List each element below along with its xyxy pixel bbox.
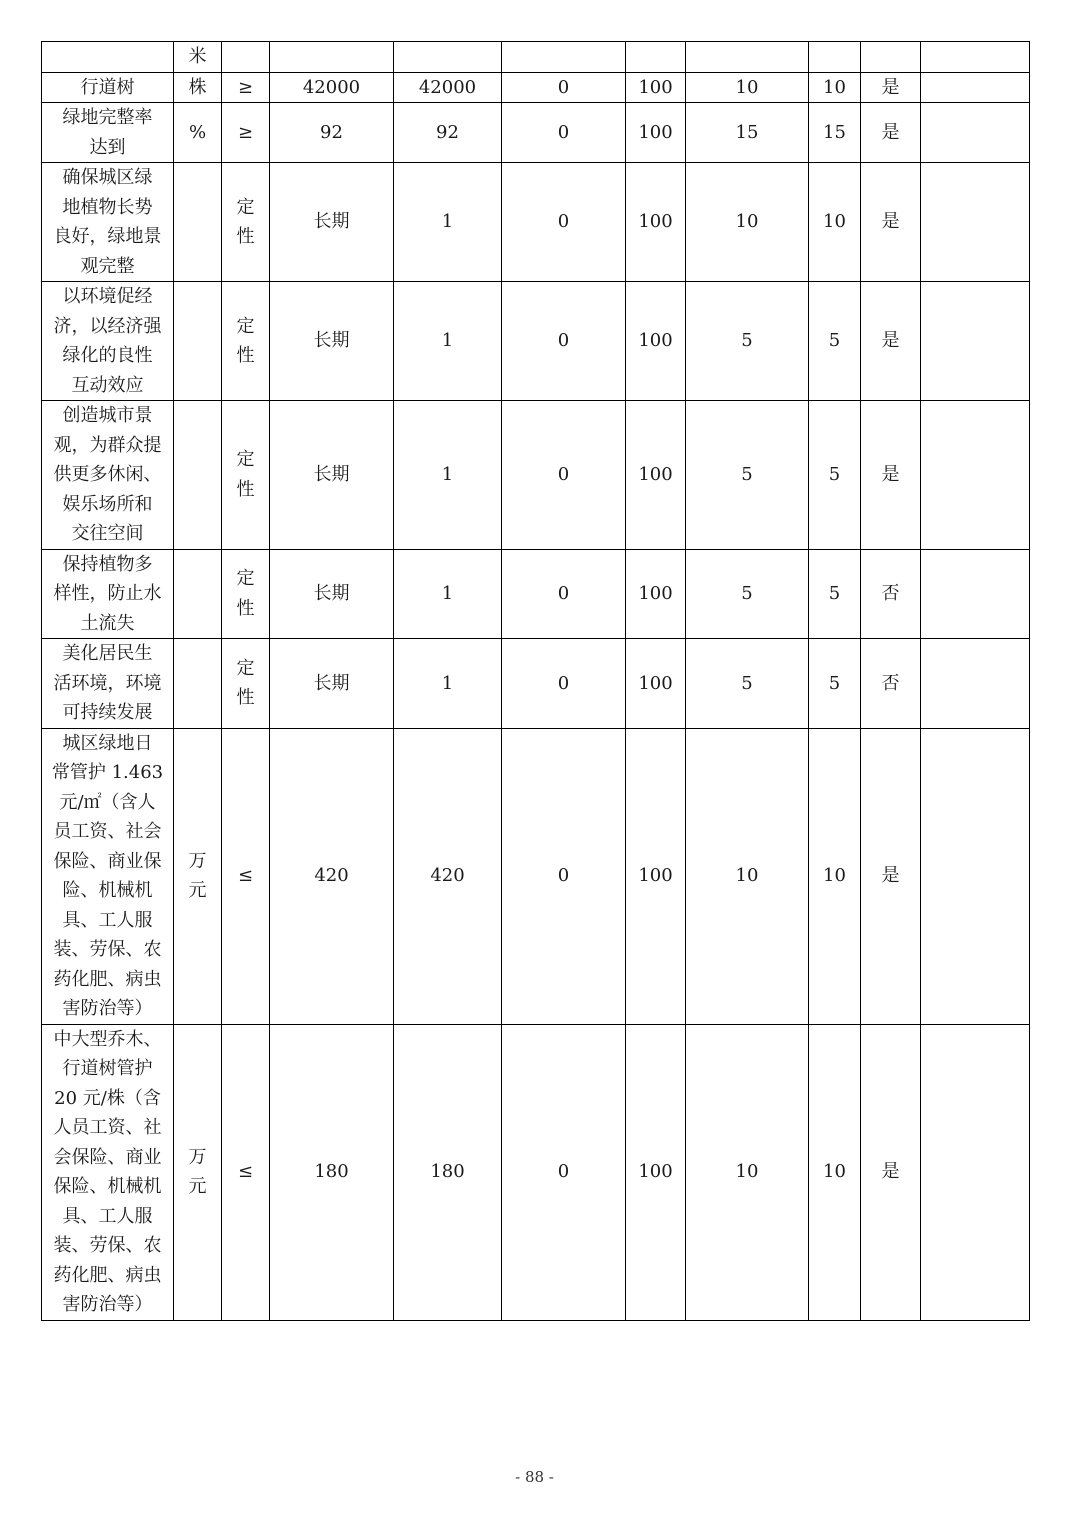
table-row bbox=[42, 728, 1030, 1024]
cell-unit bbox=[174, 639, 222, 729]
cell-score: 10 bbox=[809, 1024, 861, 1320]
cell-met: 是 bbox=[861, 103, 921, 163]
cell-op: ≤ bbox=[222, 1024, 270, 1320]
cell-weight: 5 bbox=[686, 549, 809, 639]
cell-score: 5 bbox=[809, 401, 861, 550]
cell-op bbox=[222, 42, 270, 73]
cell-met bbox=[861, 42, 921, 73]
cell-name: 城区绿地日 常管护 1.463 元/㎡（含人 员工资、社会 保险、商业保 险、机械机 具、工人服 装、劳保、农 药化肥、病虫 害防治等） bbox=[42, 728, 174, 1024]
cell-weight: 15 bbox=[686, 103, 809, 163]
cell-note bbox=[921, 549, 1030, 639]
cell-weight: 10 bbox=[686, 72, 809, 103]
cell-unit: 株 bbox=[174, 72, 222, 103]
cell-weight: 10 bbox=[686, 163, 809, 282]
cell-deviation: 0 bbox=[502, 639, 626, 729]
cell-note bbox=[921, 42, 1030, 73]
table-row bbox=[42, 163, 1030, 282]
cell-unit: 米 bbox=[174, 42, 222, 73]
cell-unit bbox=[174, 282, 222, 401]
table-row bbox=[42, 639, 1030, 729]
table-row bbox=[42, 42, 1030, 73]
cell-target: 180 bbox=[270, 1024, 394, 1320]
cell-note bbox=[921, 163, 1030, 282]
cell-unit bbox=[174, 549, 222, 639]
cell-note bbox=[921, 728, 1030, 1024]
table-row bbox=[42, 72, 1030, 103]
cell-weight bbox=[686, 42, 809, 73]
cell-name: 绿地完整率 达到 bbox=[42, 103, 174, 163]
cell-deviation: 0 bbox=[502, 282, 626, 401]
cell-deviation bbox=[502, 42, 626, 73]
cell-actual: 420 bbox=[394, 728, 502, 1024]
cell-actual: 92 bbox=[394, 103, 502, 163]
cell-score bbox=[809, 42, 861, 73]
cell-deviation: 0 bbox=[502, 163, 626, 282]
cell-score: 10 bbox=[809, 72, 861, 103]
cell-weight: 10 bbox=[686, 1024, 809, 1320]
cell-note bbox=[921, 103, 1030, 163]
cell-score: 5 bbox=[809, 639, 861, 729]
cell-met: 是 bbox=[861, 1024, 921, 1320]
cell-op: 定 性 bbox=[222, 163, 270, 282]
cell-met: 是 bbox=[861, 282, 921, 401]
cell-rate: 100 bbox=[626, 103, 686, 163]
cell-actual: 1 bbox=[394, 282, 502, 401]
table-row bbox=[42, 282, 1030, 401]
cell-rate bbox=[626, 42, 686, 73]
cell-target: 长期 bbox=[270, 549, 394, 639]
page-number: - 88 - bbox=[515, 1468, 554, 1486]
cell-op: ≥ bbox=[222, 103, 270, 163]
cell-met: 否 bbox=[861, 549, 921, 639]
cell-unit: 万 元 bbox=[174, 1024, 222, 1320]
cell-met: 是 bbox=[861, 163, 921, 282]
cell-op: 定 性 bbox=[222, 549, 270, 639]
table-row bbox=[42, 549, 1030, 639]
cell-op: 定 性 bbox=[222, 639, 270, 729]
cell-note bbox=[921, 639, 1030, 729]
cell-name: 确保城区绿 地植物长势 良好，绿地景 观完整 bbox=[42, 163, 174, 282]
cell-met: 是 bbox=[861, 728, 921, 1024]
cell-met: 是 bbox=[861, 401, 921, 550]
cell-name: 保持植物多 样性，防止水 土流失 bbox=[42, 549, 174, 639]
cell-actual: 1 bbox=[394, 639, 502, 729]
cell-rate: 100 bbox=[626, 163, 686, 282]
cell-score: 5 bbox=[809, 549, 861, 639]
cell-actual: 42000 bbox=[394, 72, 502, 103]
cell-deviation: 0 bbox=[502, 103, 626, 163]
cell-deviation: 0 bbox=[502, 728, 626, 1024]
cell-target: 长期 bbox=[270, 163, 394, 282]
cell-target: 长期 bbox=[270, 639, 394, 729]
cell-target: 92 bbox=[270, 103, 394, 163]
cell-name: 创造城市景 观，为群众提 供更多休闲、 娱乐场所和 交往空间 bbox=[42, 401, 174, 550]
cell-weight: 5 bbox=[686, 639, 809, 729]
cell-note bbox=[921, 1024, 1030, 1320]
cell-actual: 1 bbox=[394, 549, 502, 639]
table-row bbox=[42, 103, 1030, 163]
cell-deviation: 0 bbox=[502, 72, 626, 103]
cell-weight: 5 bbox=[686, 401, 809, 550]
cell-unit bbox=[174, 401, 222, 550]
cell-name: 中大型乔木、 行道树管护 20 元/株（含 人员工资、社 会保险、商业 保险、机械机 具、工人服 装、劳保、农 药化肥、病虫 害防治等） bbox=[42, 1024, 174, 1320]
cell-note bbox=[921, 401, 1030, 550]
cell-score: 15 bbox=[809, 103, 861, 163]
cell-note bbox=[921, 72, 1030, 103]
cell-target: 42000 bbox=[270, 72, 394, 103]
cell-weight: 10 bbox=[686, 728, 809, 1024]
cell-rate: 100 bbox=[626, 639, 686, 729]
cell-op: ≥ bbox=[222, 72, 270, 103]
cell-rate: 100 bbox=[626, 401, 686, 550]
table-row bbox=[42, 1024, 1030, 1320]
cell-note bbox=[921, 282, 1030, 401]
table-body bbox=[42, 42, 1030, 1321]
cell-deviation: 0 bbox=[502, 549, 626, 639]
cell-target bbox=[270, 42, 394, 73]
cell-name: 美化居民生 活环境，环境 可持续发展 bbox=[42, 639, 174, 729]
cell-name: 以环境促经 济，以经济强 绿化的良性 互动效应 bbox=[42, 282, 174, 401]
cell-rate: 100 bbox=[626, 728, 686, 1024]
cell-rate: 100 bbox=[626, 1024, 686, 1320]
cell-deviation: 0 bbox=[502, 1024, 626, 1320]
cell-score: 10 bbox=[809, 163, 861, 282]
cell-score: 10 bbox=[809, 728, 861, 1024]
cell-name bbox=[42, 42, 174, 73]
cell-op: ≤ bbox=[222, 728, 270, 1024]
cell-deviation: 0 bbox=[502, 401, 626, 550]
performance-indicator-table bbox=[41, 41, 1030, 1321]
cell-actual: 180 bbox=[394, 1024, 502, 1320]
cell-actual: 1 bbox=[394, 163, 502, 282]
cell-rate: 100 bbox=[626, 549, 686, 639]
table-row bbox=[42, 401, 1030, 550]
cell-target: 长期 bbox=[270, 401, 394, 550]
cell-unit: % bbox=[174, 103, 222, 163]
cell-actual: 1 bbox=[394, 401, 502, 550]
cell-target: 420 bbox=[270, 728, 394, 1024]
cell-rate: 100 bbox=[626, 282, 686, 401]
cell-unit: 万 元 bbox=[174, 728, 222, 1024]
cell-op: 定 性 bbox=[222, 401, 270, 550]
cell-weight: 5 bbox=[686, 282, 809, 401]
cell-unit bbox=[174, 163, 222, 282]
cell-met: 是 bbox=[861, 72, 921, 103]
cell-name: 行道树 bbox=[42, 72, 174, 103]
cell-rate: 100 bbox=[626, 72, 686, 103]
cell-score: 5 bbox=[809, 282, 861, 401]
cell-met: 否 bbox=[861, 639, 921, 729]
cell-target: 长期 bbox=[270, 282, 394, 401]
cell-actual bbox=[394, 42, 502, 73]
cell-op: 定 性 bbox=[222, 282, 270, 401]
